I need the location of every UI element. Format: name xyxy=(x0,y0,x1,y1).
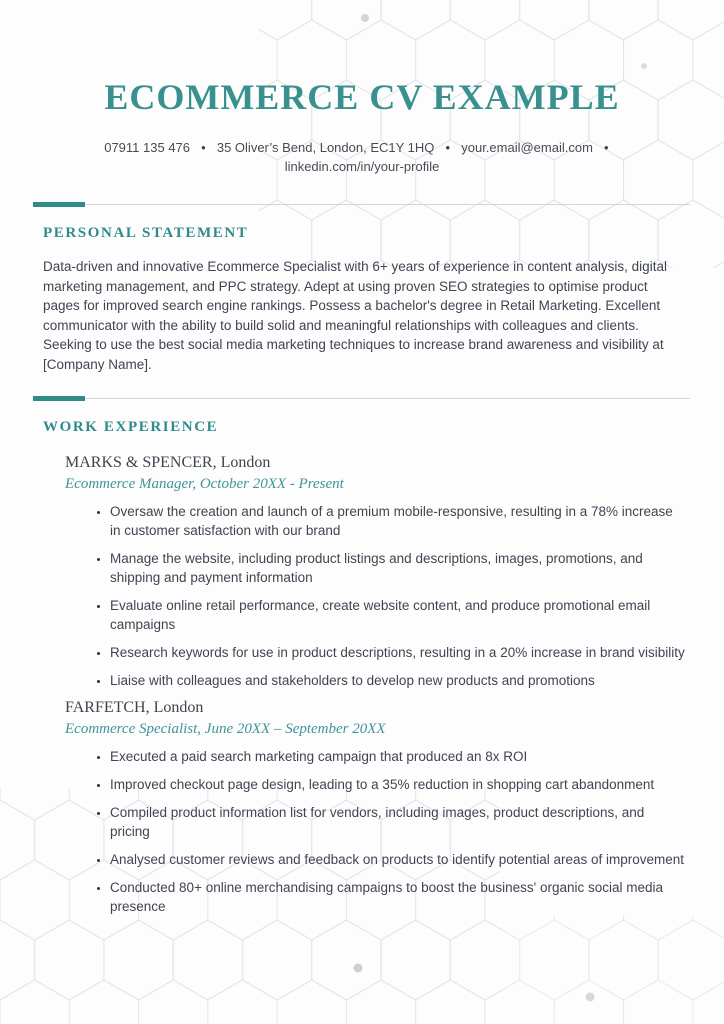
job-entry xyxy=(65,699,686,916)
personal-statement-body: Data-driven and innovative Ecommerce Specialist with 6+ years of experience in content analysis, digital marketing management, and PPC strategy. Adept at using proven SEO strategies to optimise product pages for improved search engine rankings. Possess a bachelor's degree in Retail Marketing. Excellent communicator with the ability to build solid and meaningful relationships with colleagues and clients. Seeking to use the best social media marketing techniques to increase brand awareness and visibility at [Company Name]. xyxy=(43,259,667,372)
contact-linkedin: linkedin.com/in/your-profile xyxy=(284,159,440,174)
contact-line-2 xyxy=(40,157,684,176)
job-entry xyxy=(65,454,686,690)
section-divider xyxy=(33,202,690,207)
section-divider xyxy=(33,396,690,401)
page-title: ECOMMERCE CV EXAMPLE xyxy=(104,77,620,117)
bullet-separator-icon: ● xyxy=(445,143,451,152)
contact-address: 35 Oliver’s Bend, London, EC1Y 1HQ xyxy=(216,140,435,155)
divider-accent-bar xyxy=(33,396,85,401)
job-company: MARKS & SPENCER, London xyxy=(65,454,271,471)
job-title: Ecommerce Manager, October 20XX - Present xyxy=(65,476,344,492)
divider-line xyxy=(33,204,690,205)
personal-statement-section xyxy=(0,225,724,374)
job-bullet: • Compiled product information list for vendors, including images, product descriptions, and pricing xyxy=(110,803,686,841)
work-experience-heading: WORK EXPERIENCE xyxy=(43,419,219,435)
contact-line-1 xyxy=(40,138,684,157)
job-bullet: • Liaise with colleagues and stakeholders to develop new products and promotions xyxy=(110,671,686,690)
personal-statement-heading: PERSONAL STATEMENT xyxy=(43,225,249,241)
job-bullet-list xyxy=(65,502,686,690)
job-title: Ecommerce Specialist, June 20XX – September 20XX xyxy=(65,721,386,737)
resume-header xyxy=(0,76,724,176)
bullet-separator-icon: ● xyxy=(201,143,206,152)
job-bullet: • Oversaw the creation and launch of a premium mobile-responsive, resulting in a 78% increase in customer satisfaction with our brand xyxy=(110,502,686,540)
job-bullet: • Analysed customer reviews and feedback on products to identify potential areas of improvement xyxy=(110,850,686,869)
job-bullet: • Manage the website, including product listings and descriptions, images, promotions, and shipping and payment information xyxy=(110,549,686,587)
resume-content xyxy=(0,76,724,916)
job-bullet: • Evaluate online retail performance, create website content, and produce promotional email campaigns xyxy=(110,596,686,634)
job-bullet: • Executed a paid search marketing campaign that produced an 8x ROI xyxy=(110,747,686,766)
contact-email: your.email@email.com xyxy=(461,140,593,155)
job-bullet: • Research keywords for use in product descriptions, resulting in a 20% increase in brand visibility xyxy=(110,643,686,662)
divider-line xyxy=(33,398,690,399)
job-bullet: • Improved checkout page design, leading to a 35% reduction in shopping cart abandonment xyxy=(110,775,686,794)
job-bullet: • Conducted 80+ online merchandising campaigns to boost the business' organic social media presence xyxy=(110,878,686,916)
job-company: FARFETCH, London xyxy=(65,699,204,716)
job-bullet-list xyxy=(65,747,686,916)
work-experience-section xyxy=(0,419,724,916)
contact-phone: 07911 135 476 xyxy=(104,140,191,155)
contact-info xyxy=(40,138,684,176)
bullet-separator-icon: ● xyxy=(603,143,609,152)
divider-accent-bar xyxy=(33,202,85,207)
